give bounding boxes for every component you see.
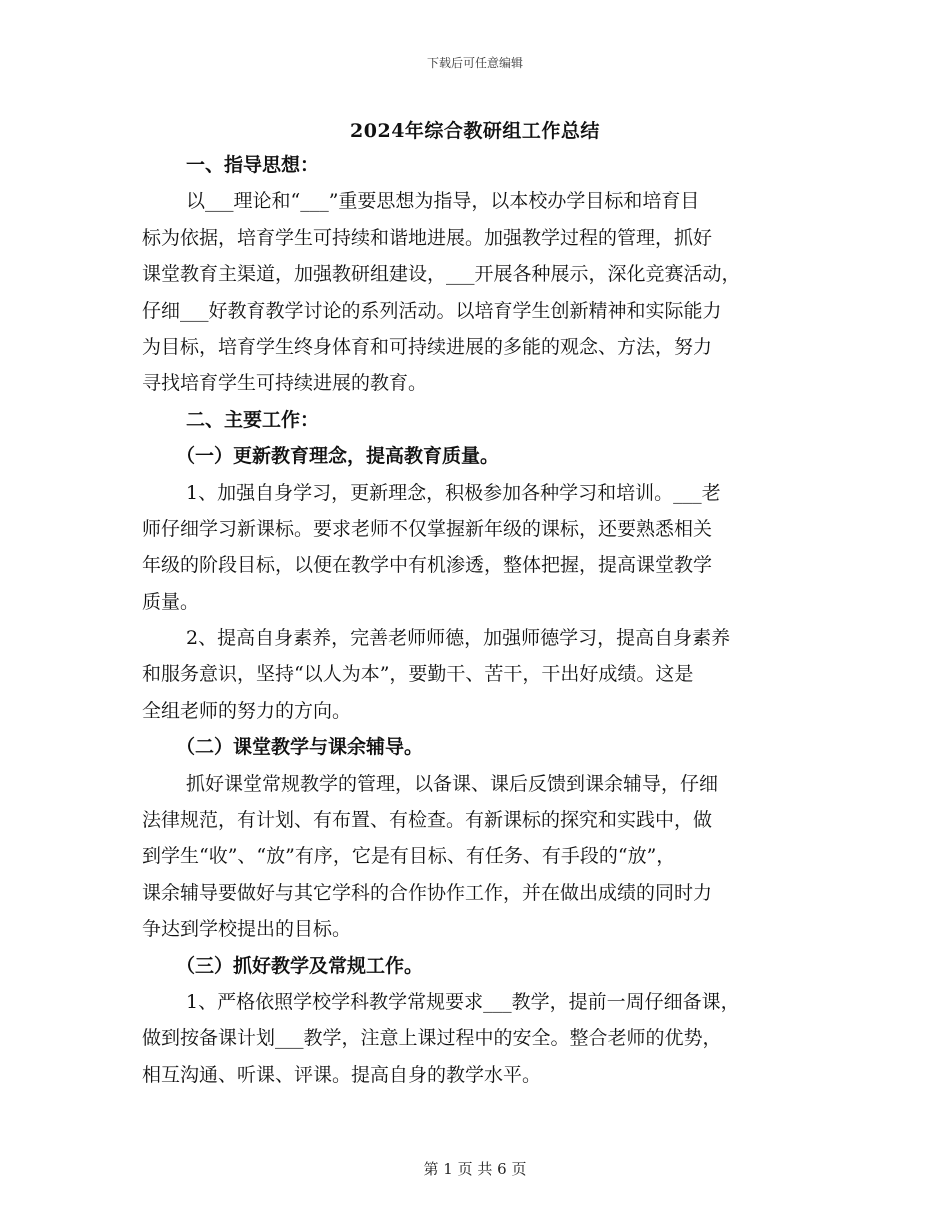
text-line: 以___理论和“___”重要思想为指导，以本校办学目标和培育目: [186, 190, 700, 213]
document-title: 2024年综合教研组工作总结: [350, 120, 600, 142]
paragraph-self-study: [142, 475, 810, 621]
text-line: 1、加强自身学习，更新理念，积极参加各种学习和培训。___老: [186, 481, 721, 504]
section-heading-guiding-thought: 一、指导思想：: [186, 154, 320, 176]
text-line: 标为依据，培育学生可持续和谐地进展。加强教学过程的管理，抓好: [142, 226, 713, 249]
text-line: 做到按备课计划___教学，注意上课过程中的安全。整合老师的优势，: [142, 1027, 722, 1050]
text-line: 为目标，培育学生终身体育和可持续进展的多能的观念、方法，努力: [142, 335, 713, 358]
text-line: 师仔细学习新课标。要求老师不仅掌握新年级的课标，还要熟悉相关: [142, 517, 713, 540]
page-number-footer: 第 1 页 共 6 页: [423, 1160, 527, 1178]
text-line: 寻找培育学生可持续进展的教育。: [142, 372, 428, 395]
text-line: 质量。: [142, 590, 200, 613]
text-line: 全组老师的努力的方向。: [142, 699, 352, 722]
text-line: 到学生“收”、“放”有序，它是有目标、有任务、有手段的“放”，: [142, 845, 676, 868]
text-line: 相互沟通、听课、评课。提高自身的教学水平。: [142, 1063, 542, 1086]
download-note: 下载后可任意编辑: [426, 56, 523, 70]
text-line: 法律规范，有计划、有布置、有检查。有新课标的探究和实践中，做: [142, 809, 713, 832]
text-line: 仔细___好教育教学讨论的系列活动。以培育学生创新精神和实际能力: [142, 299, 722, 322]
subsection-heading-classroom-teaching: （二）课堂教学与课余辅导。: [176, 736, 424, 759]
subsection-heading-routine-work: （三）抓好教学及常规工作。: [176, 954, 424, 977]
paragraph-teaching-routine: [142, 984, 810, 1093]
text-line: 争达到学校提出的目标。: [142, 918, 352, 941]
text-line: 1、严格依照学校学科教学常规要求___教学，提前一周仔细备课，: [186, 990, 740, 1013]
paragraph-classroom-management: [142, 766, 810, 948]
text-line: 课堂教育主渠道，加强教研组建设，___开展各种展示，深化竞赛活动，: [142, 263, 741, 286]
paragraph-guiding-thought: [142, 183, 810, 401]
text-line: 抓好课堂常规教学的管理，以备课、课后反馈到课余辅导，仔细: [186, 772, 719, 795]
text-line: 2、提高自身素养，完善老师师德，加强师德学习，提高自身素养: [186, 627, 731, 650]
document-body: [142, 147, 810, 1093]
paragraph-teacher-ethics: [142, 620, 810, 729]
text-line: 课余辅导要做好与其它学科的合作协作工作，并在做出成绩的同时力: [142, 881, 713, 904]
text-line: 和服务意识，坚持“以人为本”，要勤干、苦干，干出好成绩。这是: [142, 663, 694, 686]
section-heading-main-work: 二、主要工作：: [186, 408, 320, 431]
text-line: 年级的阶段目标，以便在教学中有机渗透，整体把握，提高课堂教学: [142, 554, 713, 577]
subsection-heading-update-concepts: （一）更新教育理念，提高教育质量。: [176, 445, 500, 468]
